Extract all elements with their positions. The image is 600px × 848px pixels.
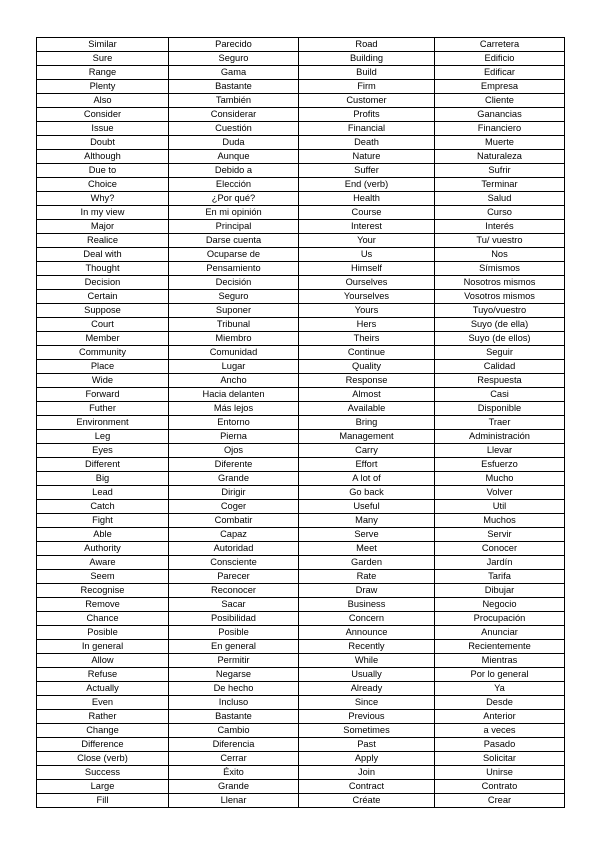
spanish-term-b-cell: Tu/ vuestro bbox=[435, 234, 565, 248]
table-row bbox=[37, 38, 565, 52]
spanish-term-b-cell: Salud bbox=[435, 192, 565, 206]
english-term-a-cell: Big bbox=[37, 472, 169, 486]
english-term-b-cell: Contract bbox=[299, 780, 435, 794]
english-term-b-cell: Course bbox=[299, 206, 435, 220]
table-row bbox=[37, 444, 565, 458]
english-term-b-cell: Health bbox=[299, 192, 435, 206]
table-row bbox=[37, 304, 565, 318]
spanish-term-a-cell: Debido a bbox=[169, 164, 299, 178]
english-term-a-cell: Fight bbox=[37, 514, 169, 528]
table-row bbox=[37, 696, 565, 710]
english-term-b-cell: Serve bbox=[299, 528, 435, 542]
spanish-term-a-cell: Autoridad bbox=[169, 542, 299, 556]
english-term-a-cell: Change bbox=[37, 724, 169, 738]
english-term-b-cell: Response bbox=[299, 374, 435, 388]
english-term-b-cell: Quality bbox=[299, 360, 435, 374]
spanish-term-b-cell: Seguir bbox=[435, 346, 565, 360]
table-row bbox=[37, 290, 565, 304]
table-row bbox=[37, 234, 565, 248]
english-term-a-cell: Realice bbox=[37, 234, 169, 248]
spanish-term-a-cell: Bastante bbox=[169, 80, 299, 94]
spanish-term-b-cell: Mucho bbox=[435, 472, 565, 486]
spanish-term-b-cell: Interés bbox=[435, 220, 565, 234]
english-term-b-cell: Building bbox=[299, 52, 435, 66]
english-term-a-cell: Allow bbox=[37, 654, 169, 668]
table-row bbox=[37, 542, 565, 556]
table-row bbox=[37, 682, 565, 696]
spanish-term-b-cell: Cliente bbox=[435, 94, 565, 108]
english-term-b-cell: Management bbox=[299, 430, 435, 444]
table-row bbox=[37, 416, 565, 430]
spanish-term-a-cell: Combatir bbox=[169, 514, 299, 528]
table-row bbox=[37, 402, 565, 416]
english-term-a-cell: Plenty bbox=[37, 80, 169, 94]
spanish-term-a-cell: Cambio bbox=[169, 724, 299, 738]
english-term-b-cell: Theirs bbox=[299, 332, 435, 346]
english-term-b-cell: Effort bbox=[299, 458, 435, 472]
spanish-term-b-cell: Nosotros mismos bbox=[435, 276, 565, 290]
spanish-term-a-cell: Decisión bbox=[169, 276, 299, 290]
spanish-term-b-cell: Suyo (de ellos) bbox=[435, 332, 565, 346]
english-term-a-cell: Range bbox=[37, 66, 169, 80]
english-term-b-cell: Business bbox=[299, 598, 435, 612]
spanish-term-b-cell: Sufrir bbox=[435, 164, 565, 178]
spanish-term-a-cell: Parecer bbox=[169, 570, 299, 584]
spanish-term-b-cell: Procupación bbox=[435, 612, 565, 626]
english-term-a-cell: Issue bbox=[37, 122, 169, 136]
spanish-term-b-cell: Terminar bbox=[435, 178, 565, 192]
spanish-term-a-cell: En mi opinión bbox=[169, 206, 299, 220]
spanish-term-a-cell: Diferencia bbox=[169, 738, 299, 752]
table-row bbox=[37, 122, 565, 136]
table-row bbox=[37, 164, 565, 178]
english-term-b-cell: Financial bbox=[299, 122, 435, 136]
english-term-a-cell: In general bbox=[37, 640, 169, 654]
spanish-term-b-cell: Llevar bbox=[435, 444, 565, 458]
english-term-a-cell: Due to bbox=[37, 164, 169, 178]
english-term-b-cell: Available bbox=[299, 402, 435, 416]
spanish-term-b-cell: Desde bbox=[435, 696, 565, 710]
spanish-term-b-cell: Pasado bbox=[435, 738, 565, 752]
english-term-a-cell: Forward bbox=[37, 388, 169, 402]
spanish-term-b-cell: Contrato bbox=[435, 780, 565, 794]
spanish-term-b-cell: Calidad bbox=[435, 360, 565, 374]
spanish-term-b-cell: Carretera bbox=[435, 38, 565, 52]
table-row bbox=[37, 388, 565, 402]
english-term-b-cell: Yours bbox=[299, 304, 435, 318]
english-term-b-cell: Garden bbox=[299, 556, 435, 570]
spanish-term-a-cell: Seguro bbox=[169, 52, 299, 66]
spanish-term-a-cell: Capaz bbox=[169, 528, 299, 542]
table-row bbox=[37, 52, 565, 66]
table-row bbox=[37, 136, 565, 150]
table-row bbox=[37, 66, 565, 80]
spanish-term-a-cell: Cerrar bbox=[169, 752, 299, 766]
spanish-term-b-cell: Volver bbox=[435, 486, 565, 500]
spanish-term-a-cell: Cuestión bbox=[169, 122, 299, 136]
spanish-term-b-cell: a veces bbox=[435, 724, 565, 738]
english-term-a-cell: Member bbox=[37, 332, 169, 346]
spanish-term-a-cell: Considerar bbox=[169, 108, 299, 122]
spanish-term-a-cell: Duda bbox=[169, 136, 299, 150]
spanish-term-b-cell: Conocer bbox=[435, 542, 565, 556]
spanish-term-b-cell: Edificio bbox=[435, 52, 565, 66]
spanish-term-a-cell: ¿Por qué? bbox=[169, 192, 299, 206]
english-term-b-cell: Previous bbox=[299, 710, 435, 724]
table-row bbox=[37, 374, 565, 388]
spanish-term-b-cell: Mientras bbox=[435, 654, 565, 668]
table-row bbox=[37, 458, 565, 472]
spanish-term-a-cell: De hecho bbox=[169, 682, 299, 696]
english-term-a-cell: Place bbox=[37, 360, 169, 374]
spanish-term-a-cell: Posible bbox=[169, 626, 299, 640]
spanish-term-b-cell: Anterior bbox=[435, 710, 565, 724]
english-term-b-cell: Apply bbox=[299, 752, 435, 766]
english-term-a-cell: Environment bbox=[37, 416, 169, 430]
table-row bbox=[37, 486, 565, 500]
english-term-a-cell: Consider bbox=[37, 108, 169, 122]
spanish-term-a-cell: Más lejos bbox=[169, 402, 299, 416]
english-term-a-cell: Futher bbox=[37, 402, 169, 416]
english-term-b-cell: Meet bbox=[299, 542, 435, 556]
english-term-b-cell: Bring bbox=[299, 416, 435, 430]
spanish-term-a-cell: Ocuparse de bbox=[169, 248, 299, 262]
english-term-b-cell: Interest bbox=[299, 220, 435, 234]
english-term-a-cell: Community bbox=[37, 346, 169, 360]
english-term-b-cell: Carry bbox=[299, 444, 435, 458]
english-term-b-cell: Continue bbox=[299, 346, 435, 360]
english-term-b-cell: Firm bbox=[299, 80, 435, 94]
english-term-b-cell: Concern bbox=[299, 612, 435, 626]
english-term-a-cell: Leg bbox=[37, 430, 169, 444]
english-term-a-cell: Recognise bbox=[37, 584, 169, 598]
english-term-b-cell: Past bbox=[299, 738, 435, 752]
english-term-b-cell: Profits bbox=[299, 108, 435, 122]
english-term-b-cell: Himself bbox=[299, 262, 435, 276]
table-row bbox=[37, 192, 565, 206]
spanish-term-b-cell: Negocio bbox=[435, 598, 565, 612]
table-row bbox=[37, 248, 565, 262]
spanish-term-b-cell: Suyo (de ella) bbox=[435, 318, 565, 332]
english-term-a-cell: Similar bbox=[37, 38, 169, 52]
table-row bbox=[37, 780, 565, 794]
english-term-a-cell: Deal with bbox=[37, 248, 169, 262]
table-row bbox=[37, 262, 565, 276]
english-term-b-cell: Créate bbox=[299, 794, 435, 808]
table-row bbox=[37, 654, 565, 668]
spanish-term-b-cell: Tuyo/vuestro bbox=[435, 304, 565, 318]
table-row bbox=[37, 430, 565, 444]
table-row bbox=[37, 724, 565, 738]
english-term-a-cell: Chance bbox=[37, 612, 169, 626]
english-term-b-cell: Us bbox=[299, 248, 435, 262]
spanish-term-b-cell: Ganancias bbox=[435, 108, 565, 122]
spanish-term-b-cell: Solicitar bbox=[435, 752, 565, 766]
english-term-b-cell: Road bbox=[299, 38, 435, 52]
table-row bbox=[37, 598, 565, 612]
spanish-term-a-cell: Parecido bbox=[169, 38, 299, 52]
spanish-term-a-cell: Miembro bbox=[169, 332, 299, 346]
english-term-b-cell: Join bbox=[299, 766, 435, 780]
table-row bbox=[37, 150, 565, 164]
table-row bbox=[37, 738, 565, 752]
table-row bbox=[37, 570, 565, 584]
spanish-term-b-cell: Traer bbox=[435, 416, 565, 430]
table-row bbox=[37, 94, 565, 108]
spanish-term-a-cell: También bbox=[169, 94, 299, 108]
spanish-term-b-cell: Util bbox=[435, 500, 565, 514]
table-row bbox=[37, 766, 565, 780]
spanish-term-a-cell: Bastante bbox=[169, 710, 299, 724]
spanish-term-b-cell: Unirse bbox=[435, 766, 565, 780]
spanish-term-a-cell: En general bbox=[169, 640, 299, 654]
spanish-term-b-cell: Empresa bbox=[435, 80, 565, 94]
english-term-a-cell: Actually bbox=[37, 682, 169, 696]
english-term-a-cell: Able bbox=[37, 528, 169, 542]
spanish-term-a-cell: Llenar bbox=[169, 794, 299, 808]
english-term-b-cell: End (verb) bbox=[299, 178, 435, 192]
english-term-b-cell: Go back bbox=[299, 486, 435, 500]
english-term-b-cell: Ourselves bbox=[299, 276, 435, 290]
english-term-a-cell: Suppose bbox=[37, 304, 169, 318]
english-term-a-cell: Although bbox=[37, 150, 169, 164]
english-term-a-cell: Thought bbox=[37, 262, 169, 276]
english-term-b-cell: Many bbox=[299, 514, 435, 528]
spanish-term-a-cell: Principal bbox=[169, 220, 299, 234]
english-term-a-cell: Large bbox=[37, 780, 169, 794]
spanish-term-b-cell: Naturaleza bbox=[435, 150, 565, 164]
english-term-a-cell: Catch bbox=[37, 500, 169, 514]
spanish-term-b-cell: Crear bbox=[435, 794, 565, 808]
table-row bbox=[37, 346, 565, 360]
spanish-term-a-cell: Sacar bbox=[169, 598, 299, 612]
spanish-term-b-cell: Anunciar bbox=[435, 626, 565, 640]
spanish-term-b-cell: Dibujar bbox=[435, 584, 565, 598]
spanish-term-a-cell: Suponer bbox=[169, 304, 299, 318]
spanish-term-b-cell: Recientemente bbox=[435, 640, 565, 654]
spanish-term-a-cell: Entorno bbox=[169, 416, 299, 430]
english-term-a-cell: Eyes bbox=[37, 444, 169, 458]
english-term-a-cell: Authority bbox=[37, 542, 169, 556]
english-term-a-cell: Remove bbox=[37, 598, 169, 612]
english-term-a-cell: Rather bbox=[37, 710, 169, 724]
vocabulary-table bbox=[36, 37, 565, 808]
table-row bbox=[37, 360, 565, 374]
english-term-a-cell: Choice bbox=[37, 178, 169, 192]
spanish-term-a-cell: Dirigir bbox=[169, 486, 299, 500]
spanish-term-b-cell: Edificar bbox=[435, 66, 565, 80]
english-term-a-cell: Decision bbox=[37, 276, 169, 290]
english-term-a-cell: Sure bbox=[37, 52, 169, 66]
spanish-term-a-cell: Diferente bbox=[169, 458, 299, 472]
vocabulary-table-body bbox=[37, 38, 565, 808]
spanish-term-a-cell: Lugar bbox=[169, 360, 299, 374]
spanish-term-b-cell: Esfuerzo bbox=[435, 458, 565, 472]
english-term-a-cell: Refuse bbox=[37, 668, 169, 682]
english-term-b-cell: Nature bbox=[299, 150, 435, 164]
spanish-term-b-cell: Muerte bbox=[435, 136, 565, 150]
spanish-term-a-cell: Ancho bbox=[169, 374, 299, 388]
english-term-b-cell: Suffer bbox=[299, 164, 435, 178]
english-term-b-cell: Announce bbox=[299, 626, 435, 640]
english-term-b-cell: Useful bbox=[299, 500, 435, 514]
english-term-a-cell: Fill bbox=[37, 794, 169, 808]
table-row bbox=[37, 626, 565, 640]
english-term-b-cell: Hers bbox=[299, 318, 435, 332]
spanish-term-a-cell: Aunque bbox=[169, 150, 299, 164]
spanish-term-a-cell: Éxito bbox=[169, 766, 299, 780]
spanish-term-a-cell: Grande bbox=[169, 472, 299, 486]
english-term-a-cell: Wide bbox=[37, 374, 169, 388]
spanish-term-a-cell: Hacia delanten bbox=[169, 388, 299, 402]
table-row bbox=[37, 220, 565, 234]
spanish-term-a-cell: Coger bbox=[169, 500, 299, 514]
spanish-term-b-cell: Ya bbox=[435, 682, 565, 696]
english-term-b-cell: Almost bbox=[299, 388, 435, 402]
english-term-b-cell: A lot of bbox=[299, 472, 435, 486]
spanish-term-b-cell: Jardín bbox=[435, 556, 565, 570]
spanish-term-b-cell: Muchos bbox=[435, 514, 565, 528]
english-term-a-cell: Certain bbox=[37, 290, 169, 304]
table-row bbox=[37, 178, 565, 192]
spanish-term-a-cell: Incluso bbox=[169, 696, 299, 710]
spanish-term-b-cell: Curso bbox=[435, 206, 565, 220]
english-term-a-cell: Seem bbox=[37, 570, 169, 584]
english-term-a-cell: Different bbox=[37, 458, 169, 472]
table-row bbox=[37, 752, 565, 766]
table-row bbox=[37, 472, 565, 486]
english-term-b-cell: Sometimes bbox=[299, 724, 435, 738]
table-row bbox=[37, 318, 565, 332]
table-row bbox=[37, 500, 565, 514]
spanish-term-a-cell: Darse cuenta bbox=[169, 234, 299, 248]
table-row bbox=[37, 80, 565, 94]
english-term-b-cell: Usually bbox=[299, 668, 435, 682]
spanish-term-a-cell: Seguro bbox=[169, 290, 299, 304]
english-term-b-cell: Yourselves bbox=[299, 290, 435, 304]
table-row bbox=[37, 640, 565, 654]
spanish-term-a-cell: Elección bbox=[169, 178, 299, 192]
english-term-b-cell: Rate bbox=[299, 570, 435, 584]
english-term-a-cell: Difference bbox=[37, 738, 169, 752]
english-term-a-cell: Also bbox=[37, 94, 169, 108]
table-row bbox=[37, 514, 565, 528]
spanish-term-a-cell: Reconocer bbox=[169, 584, 299, 598]
english-term-b-cell: Draw bbox=[299, 584, 435, 598]
english-term-a-cell: Aware bbox=[37, 556, 169, 570]
english-term-a-cell: Posible bbox=[37, 626, 169, 640]
english-term-a-cell: Major bbox=[37, 220, 169, 234]
english-term-a-cell: Why? bbox=[37, 192, 169, 206]
spanish-term-b-cell: Respuesta bbox=[435, 374, 565, 388]
spanish-term-b-cell: Vosotros mismos bbox=[435, 290, 565, 304]
english-term-a-cell: Even bbox=[37, 696, 169, 710]
spanish-term-a-cell: Pierna bbox=[169, 430, 299, 444]
spanish-term-a-cell: Grande bbox=[169, 780, 299, 794]
english-term-b-cell: Since bbox=[299, 696, 435, 710]
spanish-term-b-cell: Administración bbox=[435, 430, 565, 444]
english-term-a-cell: Doubt bbox=[37, 136, 169, 150]
table-row bbox=[37, 584, 565, 598]
spanish-term-a-cell: Posibilidad bbox=[169, 612, 299, 626]
english-term-a-cell: Court bbox=[37, 318, 169, 332]
table-row bbox=[37, 710, 565, 724]
english-term-b-cell: Build bbox=[299, 66, 435, 80]
english-term-b-cell: Customer bbox=[299, 94, 435, 108]
table-row bbox=[37, 332, 565, 346]
spanish-term-b-cell: Tarifa bbox=[435, 570, 565, 584]
english-term-b-cell: Already bbox=[299, 682, 435, 696]
table-row bbox=[37, 528, 565, 542]
spanish-term-b-cell: Nos bbox=[435, 248, 565, 262]
english-term-a-cell: In my view bbox=[37, 206, 169, 220]
spanish-term-b-cell: Disponible bbox=[435, 402, 565, 416]
spanish-term-a-cell: Consciente bbox=[169, 556, 299, 570]
english-term-a-cell: Close (verb) bbox=[37, 752, 169, 766]
english-term-b-cell: Your bbox=[299, 234, 435, 248]
table-row bbox=[37, 206, 565, 220]
spanish-term-a-cell: Gama bbox=[169, 66, 299, 80]
english-term-a-cell: Lead bbox=[37, 486, 169, 500]
spanish-term-a-cell: Negarse bbox=[169, 668, 299, 682]
spanish-term-b-cell: Por lo general bbox=[435, 668, 565, 682]
spanish-term-b-cell: Símismos bbox=[435, 262, 565, 276]
spanish-term-b-cell: Servir bbox=[435, 528, 565, 542]
english-term-b-cell: Recently bbox=[299, 640, 435, 654]
spanish-term-a-cell: Tribunal bbox=[169, 318, 299, 332]
english-term-a-cell: Success bbox=[37, 766, 169, 780]
spanish-term-a-cell: Ojos bbox=[169, 444, 299, 458]
spanish-term-a-cell: Pensamiento bbox=[169, 262, 299, 276]
english-term-b-cell: While bbox=[299, 654, 435, 668]
table-row bbox=[37, 794, 565, 808]
table-row bbox=[37, 556, 565, 570]
spanish-term-b-cell: Casi bbox=[435, 388, 565, 402]
spanish-term-b-cell: Financiero bbox=[435, 122, 565, 136]
table-row bbox=[37, 668, 565, 682]
table-row bbox=[37, 276, 565, 290]
spanish-term-a-cell: Permitir bbox=[169, 654, 299, 668]
english-term-b-cell: Death bbox=[299, 136, 435, 150]
table-row bbox=[37, 612, 565, 626]
table-row bbox=[37, 108, 565, 122]
spanish-term-a-cell: Comunidad bbox=[169, 346, 299, 360]
